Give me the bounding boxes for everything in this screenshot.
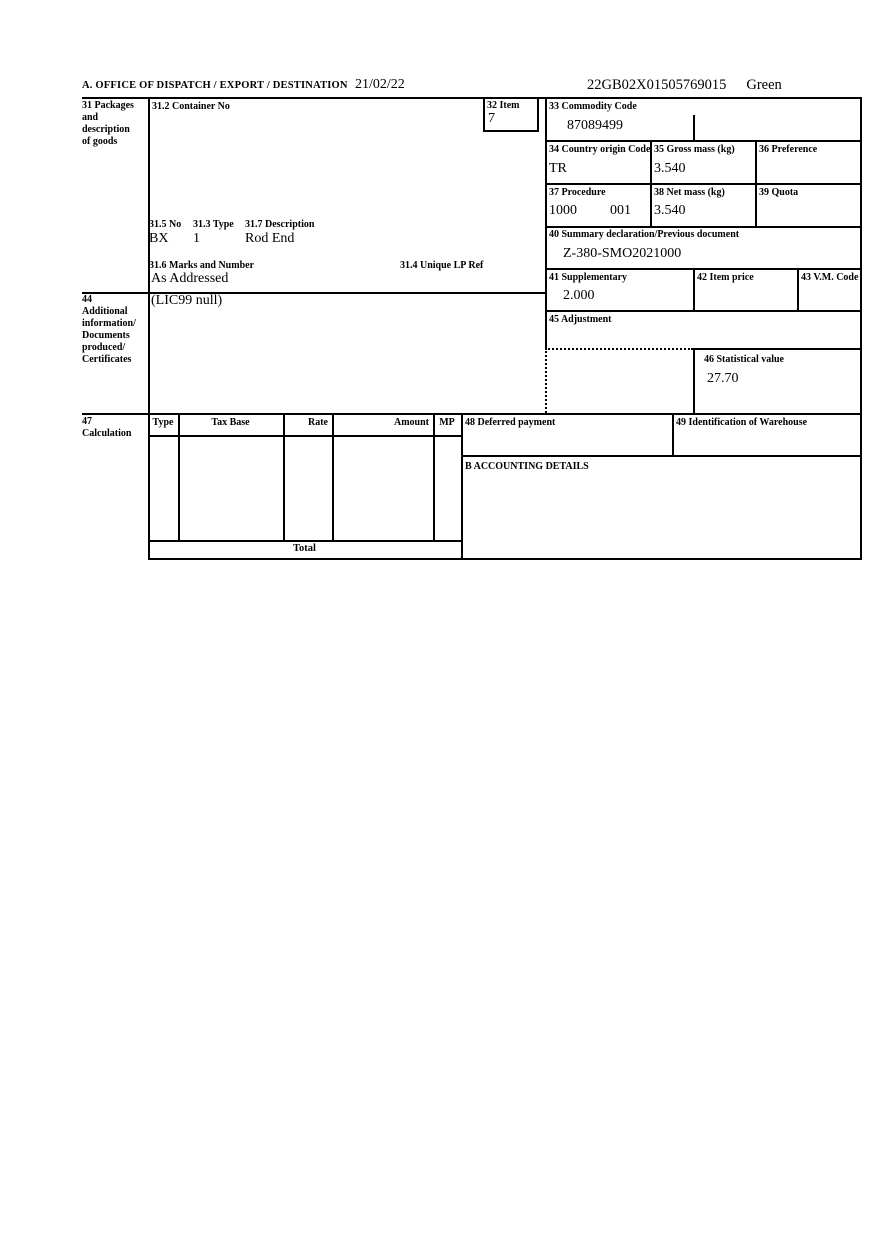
box31-caption: 31 Packages and description of goods — [82, 100, 134, 147]
calc-col-rate: Rate — [308, 417, 328, 428]
goods-description-label: 31.7 Description — [245, 219, 315, 230]
unique-lp-ref-label: 31.4 Unique LP Ref — [400, 260, 484, 271]
gross-mass-label: 35 Gross mass (kg) — [654, 144, 735, 155]
previous-document-value: Z-380-SMO2021000 — [563, 246, 682, 261]
quota-label: 39 Quota — [759, 187, 799, 198]
statistical-value-label: 46 Statistical value — [704, 354, 784, 365]
border-line — [545, 183, 862, 185]
procedure-value-extra: 001 — [610, 203, 631, 218]
calc-col-mp: MP — [439, 417, 455, 428]
goods-description-value: Rod End — [245, 231, 295, 246]
supplementary-label: 41 Supplementary — [549, 272, 628, 283]
procedure-label: 37 Procedure — [549, 187, 606, 198]
border-line — [693, 115, 695, 140]
packages-type-value: 1 — [193, 231, 200, 246]
commodity-code-value: 87089499 — [567, 118, 623, 133]
statistical-value-value: 27.70 — [707, 371, 739, 386]
gross-mass-value: 3.540 — [654, 161, 686, 176]
deferred-payment-label: 48 Deferred payment — [465, 417, 556, 428]
border-line — [148, 540, 461, 542]
declaration-date: 21/02/22 — [355, 77, 405, 92]
previous-document-label: 40 Summary declaration/Previous document — [549, 229, 740, 240]
border-line — [82, 97, 862, 99]
border-line — [148, 435, 461, 437]
border-line — [693, 348, 695, 413]
border-line — [545, 310, 862, 312]
calc-col-type: Type — [152, 417, 174, 428]
packages-type-label: 31.3 Type — [193, 219, 234, 230]
border-line — [461, 455, 862, 457]
box47-number: 47 — [82, 416, 92, 427]
warehouse-id-label: 49 Identification of Warehouse — [676, 417, 808, 428]
additional-information-value: (LIC99 null) — [151, 293, 223, 308]
item-number-label: 32 Item — [487, 100, 520, 111]
border-line — [148, 558, 862, 560]
border-line — [755, 140, 757, 226]
border-line — [178, 413, 180, 540]
marks-number-label: 31.6 Marks and Number — [149, 260, 255, 271]
country-origin-label: 34 Country origin Code — [549, 144, 651, 155]
border-line — [797, 268, 799, 310]
border-line — [545, 268, 862, 270]
border-line — [433, 413, 435, 540]
border-line — [545, 226, 862, 228]
preference-label: 36 Preference — [759, 144, 818, 155]
border-line — [332, 413, 334, 540]
border-line — [693, 268, 695, 310]
border-line — [545, 140, 862, 142]
movement-reference-number: 22GB02X01505769015 — [587, 77, 727, 93]
border-line — [82, 413, 862, 415]
box44-caption — [82, 294, 138, 366]
border-line — [672, 413, 674, 455]
net-mass-value: 3.540 — [654, 203, 686, 218]
procedure-value-main: 1000 — [549, 203, 577, 218]
packages-no-value: BX — [149, 231, 169, 246]
box47-caption-text: Calculation — [82, 428, 132, 439]
box47-caption — [82, 416, 138, 440]
container-no-label: 31.2 Container No — [152, 101, 230, 112]
calc-total-label: Total — [293, 543, 316, 554]
border-line — [148, 97, 150, 560]
dotted-border-line — [545, 348, 693, 350]
item-price-label: 42 Item price — [697, 272, 754, 283]
office-of-dispatch-label: A. OFFICE OF DISPATCH / EXPORT / DESTINATION — [82, 80, 348, 91]
calc-col-amount: Amount — [393, 417, 429, 428]
border-line — [693, 348, 862, 350]
border-line — [860, 97, 862, 560]
accounting-details-label: B ACCOUNTING DETAILS — [465, 461, 589, 472]
routing-status: Green — [746, 77, 782, 93]
item-number-value: 7 — [488, 111, 495, 126]
net-mass-label: 38 Net mass (kg) — [654, 187, 725, 198]
border-line — [461, 413, 463, 560]
calc-col-taxbase: Tax Base — [211, 417, 250, 428]
box44-number: 44 — [82, 294, 92, 305]
commodity-code-label: 33 Commodity Code — [549, 101, 637, 112]
marks-number-value: As Addressed — [151, 271, 229, 286]
packages-no-label: 31.5 No — [149, 219, 182, 230]
dotted-border-line — [545, 348, 547, 413]
adjustment-label: 45 Adjustment — [549, 314, 612, 325]
vm-code-label: 43 V.M. Code — [801, 272, 859, 283]
border-line — [283, 413, 285, 540]
header-reference — [587, 77, 782, 94]
country-origin-value: TR — [549, 161, 567, 176]
box44-caption-text: Additional information/ Documents produced/ Certificates — [82, 306, 136, 365]
supplementary-value: 2.000 — [563, 288, 595, 303]
